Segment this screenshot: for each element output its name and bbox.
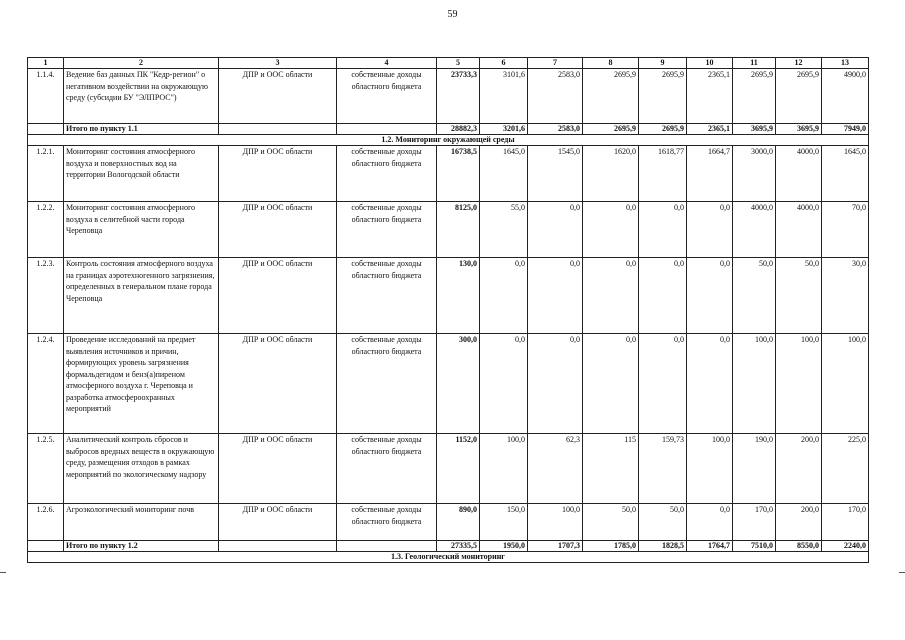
amount-cell: 4000,0	[776, 202, 822, 258]
item-name: Мониторинг состояния атмосферного воздуха в селитебной части города Череповца	[64, 202, 219, 258]
amount-cell: 0,0	[583, 334, 639, 434]
total-label: Итого по пункту 1.1	[64, 124, 219, 135]
total-amount-cell: 2695,9	[639, 124, 687, 135]
total-amount-cell: 1785,0	[583, 541, 639, 552]
item-code: 1.2.6.	[28, 504, 64, 541]
amount-cell: 1152,0	[437, 434, 480, 504]
table-row	[28, 258, 869, 334]
empty-cell	[28, 541, 64, 552]
amount-cell: 190,0	[733, 434, 776, 504]
item-funding-source: собственные доходы областного бюджета	[337, 334, 437, 434]
total-amount-cell: 7510,0	[733, 541, 776, 552]
total-amount-cell: 2240,0	[822, 541, 869, 552]
item-executor: ДПР и ООС области	[219, 258, 337, 334]
amount-cell: 170,0	[733, 504, 776, 541]
amount-cell: 0,0	[528, 202, 583, 258]
amount-cell: 159,73	[639, 434, 687, 504]
total-amount-cell: 2365,1	[687, 124, 733, 135]
amount-cell: 30,0	[822, 258, 869, 334]
column-header: 6	[480, 58, 528, 69]
section-title: 1.3. Геологический мониторинг	[28, 552, 869, 563]
amount-cell: 100,0	[776, 334, 822, 434]
table-row	[28, 69, 869, 124]
total-label: Итого по пункту 1.2	[64, 541, 219, 552]
table-row	[28, 202, 869, 258]
item-executor: ДПР и ООС области	[219, 334, 337, 434]
total-amount-cell: 1950,0	[480, 541, 528, 552]
empty-cell	[28, 124, 64, 135]
page-number: 59	[447, 9, 458, 20]
column-header: 10	[687, 58, 733, 69]
amount-cell: 2695,9	[733, 69, 776, 124]
amount-cell: 50,0	[639, 504, 687, 541]
item-executor: ДПР и ООС области	[219, 146, 337, 202]
amount-cell: 150,0	[480, 504, 528, 541]
item-name: Проведение исследований на предмет выявления источников и причин, формирующих уровень загрязнения формальдегидом и бенз(а)пиреном атмосферного воздуха г. Череповца и разработка атмосфероохранных мероприятий	[64, 334, 219, 434]
column-header: 12	[776, 58, 822, 69]
amount-cell: 115	[583, 434, 639, 504]
amount-cell: 0,0	[639, 334, 687, 434]
total-row	[28, 124, 869, 135]
item-executor: ДПР и ООС области	[219, 69, 337, 124]
amount-cell: 0,0	[528, 258, 583, 334]
amount-cell: 0,0	[687, 202, 733, 258]
amount-cell: 225,0	[822, 434, 869, 504]
amount-cell: 890,0	[437, 504, 480, 541]
total-amount-cell: 1764,7	[687, 541, 733, 552]
item-name: Мониторинг состояния атмосферного воздуха и поверхностных вод на территории Вологодской области	[64, 146, 219, 202]
item-executor: ДПР и ООС области	[219, 202, 337, 258]
item-code: 1.1.4.	[28, 69, 64, 124]
amount-cell: 100,0	[733, 334, 776, 434]
amount-cell: 200,0	[776, 434, 822, 504]
amount-cell: 0,0	[687, 504, 733, 541]
amount-cell: 300,0	[437, 334, 480, 434]
column-header: 4	[337, 58, 437, 69]
amount-cell: 2365,1	[687, 69, 733, 124]
amount-cell: 1620,0	[583, 146, 639, 202]
item-funding-source: собственные доходы областного бюджета	[337, 258, 437, 334]
item-executor: ДПР и ООС области	[219, 434, 337, 504]
section-title: 1.2. Мониторинг окружающей среды	[28, 135, 869, 146]
amount-cell: 0,0	[480, 334, 528, 434]
total-amount-cell: 3695,9	[733, 124, 776, 135]
amount-cell: 170,0	[822, 504, 869, 541]
budget-table	[27, 57, 869, 563]
column-header: 9	[639, 58, 687, 69]
total-amount-cell: 1828,5	[639, 541, 687, 552]
item-name: Контроль состояния атмосферного воздуха на границах аэротехногенного загрязнения, определенных в генеральном плане города Череповца	[64, 258, 219, 334]
column-header: 13	[822, 58, 869, 69]
column-header-row	[28, 58, 869, 69]
amount-cell: 62,3	[528, 434, 583, 504]
amount-cell: 2695,9	[583, 69, 639, 124]
amount-cell: 130,0	[437, 258, 480, 334]
amount-cell: 1545,0	[528, 146, 583, 202]
amount-cell: 4900,0	[822, 69, 869, 124]
amount-cell: 55,0	[480, 202, 528, 258]
total-amount-cell: 28882,3	[437, 124, 480, 135]
amount-cell: 4000,0	[733, 202, 776, 258]
empty-cell	[219, 124, 337, 135]
amount-cell: 0,0	[528, 334, 583, 434]
item-funding-source: собственные доходы областного бюджета	[337, 434, 437, 504]
amount-cell: 0,0	[687, 334, 733, 434]
amount-cell: 16738,5	[437, 146, 480, 202]
item-executor: ДПР и ООС области	[219, 504, 337, 541]
item-code: 1.2.2.	[28, 202, 64, 258]
amount-cell: 2583,0	[528, 69, 583, 124]
total-amount-cell: 27335,5	[437, 541, 480, 552]
amount-cell: 100,0	[480, 434, 528, 504]
amount-cell: 3000,0	[733, 146, 776, 202]
amount-cell: 50,0	[733, 258, 776, 334]
item-name: Аналитический контроль сбросов и выбросов вредных веществ в окружающую среду, размещения отходов в рамках мероприятий по экологическому надзору	[64, 434, 219, 504]
amount-cell: 1645,0	[480, 146, 528, 202]
amount-cell: 0,0	[639, 258, 687, 334]
amount-cell: 23733,3	[437, 69, 480, 124]
amount-cell: 2695,9	[776, 69, 822, 124]
amount-cell: 0,0	[583, 258, 639, 334]
empty-cell	[337, 541, 437, 552]
amount-cell: 1645,0	[822, 146, 869, 202]
column-header: 5	[437, 58, 480, 69]
total-amount-cell: 2695,9	[583, 124, 639, 135]
column-header: 3	[219, 58, 337, 69]
amount-cell: 8125,0	[437, 202, 480, 258]
total-amount-cell: 7949,0	[822, 124, 869, 135]
table-row	[28, 146, 869, 202]
item-funding-source: собственные доходы областного бюджета	[337, 69, 437, 124]
table-row	[28, 504, 869, 541]
amount-cell: 0,0	[480, 258, 528, 334]
amount-cell: 1618,77	[639, 146, 687, 202]
section-row	[28, 552, 869, 563]
column-header: 7	[528, 58, 583, 69]
amount-cell: 3101,6	[480, 69, 528, 124]
item-code: 1.2.4.	[28, 334, 64, 434]
amount-cell: 200,0	[776, 504, 822, 541]
amount-cell: 100,0	[528, 504, 583, 541]
total-amount-cell: 8550,0	[776, 541, 822, 552]
table-row	[28, 334, 869, 434]
item-funding-source: собственные доходы областного бюджета	[337, 504, 437, 541]
total-row	[28, 541, 869, 552]
amount-cell: 50,0	[583, 504, 639, 541]
amount-cell: 0,0	[639, 202, 687, 258]
amount-cell: 2695,9	[639, 69, 687, 124]
item-name: Агроэкологический мониторинг почв	[64, 504, 219, 541]
margin-mark	[899, 572, 905, 573]
section-row	[28, 135, 869, 146]
total-amount-cell: 1707,3	[528, 541, 583, 552]
amount-cell: 100,0	[687, 434, 733, 504]
item-name: Ведение баз данных ПК "Кедр-регион" о негативном воздействии на окружающую среду (субсидии БУ "ЭЛПРОС")	[64, 69, 219, 124]
item-funding-source: собственные доходы областного бюджета	[337, 202, 437, 258]
item-code: 1.2.5.	[28, 434, 64, 504]
column-header: 8	[583, 58, 639, 69]
total-amount-cell: 3201,6	[480, 124, 528, 135]
column-header: 1	[28, 58, 64, 69]
total-amount-cell: 3695,9	[776, 124, 822, 135]
amount-cell: 4000,0	[776, 146, 822, 202]
column-header: 11	[733, 58, 776, 69]
empty-cell	[337, 124, 437, 135]
margin-mark	[0, 572, 6, 573]
amount-cell: 0,0	[687, 258, 733, 334]
table-row	[28, 434, 869, 504]
amount-cell: 50,0	[776, 258, 822, 334]
column-header: 2	[64, 58, 219, 69]
item-funding-source: собственные доходы областного бюджета	[337, 146, 437, 202]
amount-cell: 100,0	[822, 334, 869, 434]
amount-cell: 1664,7	[687, 146, 733, 202]
item-code: 1.2.1.	[28, 146, 64, 202]
total-amount-cell: 2583,0	[528, 124, 583, 135]
amount-cell: 70,0	[822, 202, 869, 258]
item-code: 1.2.3.	[28, 258, 64, 334]
empty-cell	[219, 541, 337, 552]
amount-cell: 0,0	[583, 202, 639, 258]
